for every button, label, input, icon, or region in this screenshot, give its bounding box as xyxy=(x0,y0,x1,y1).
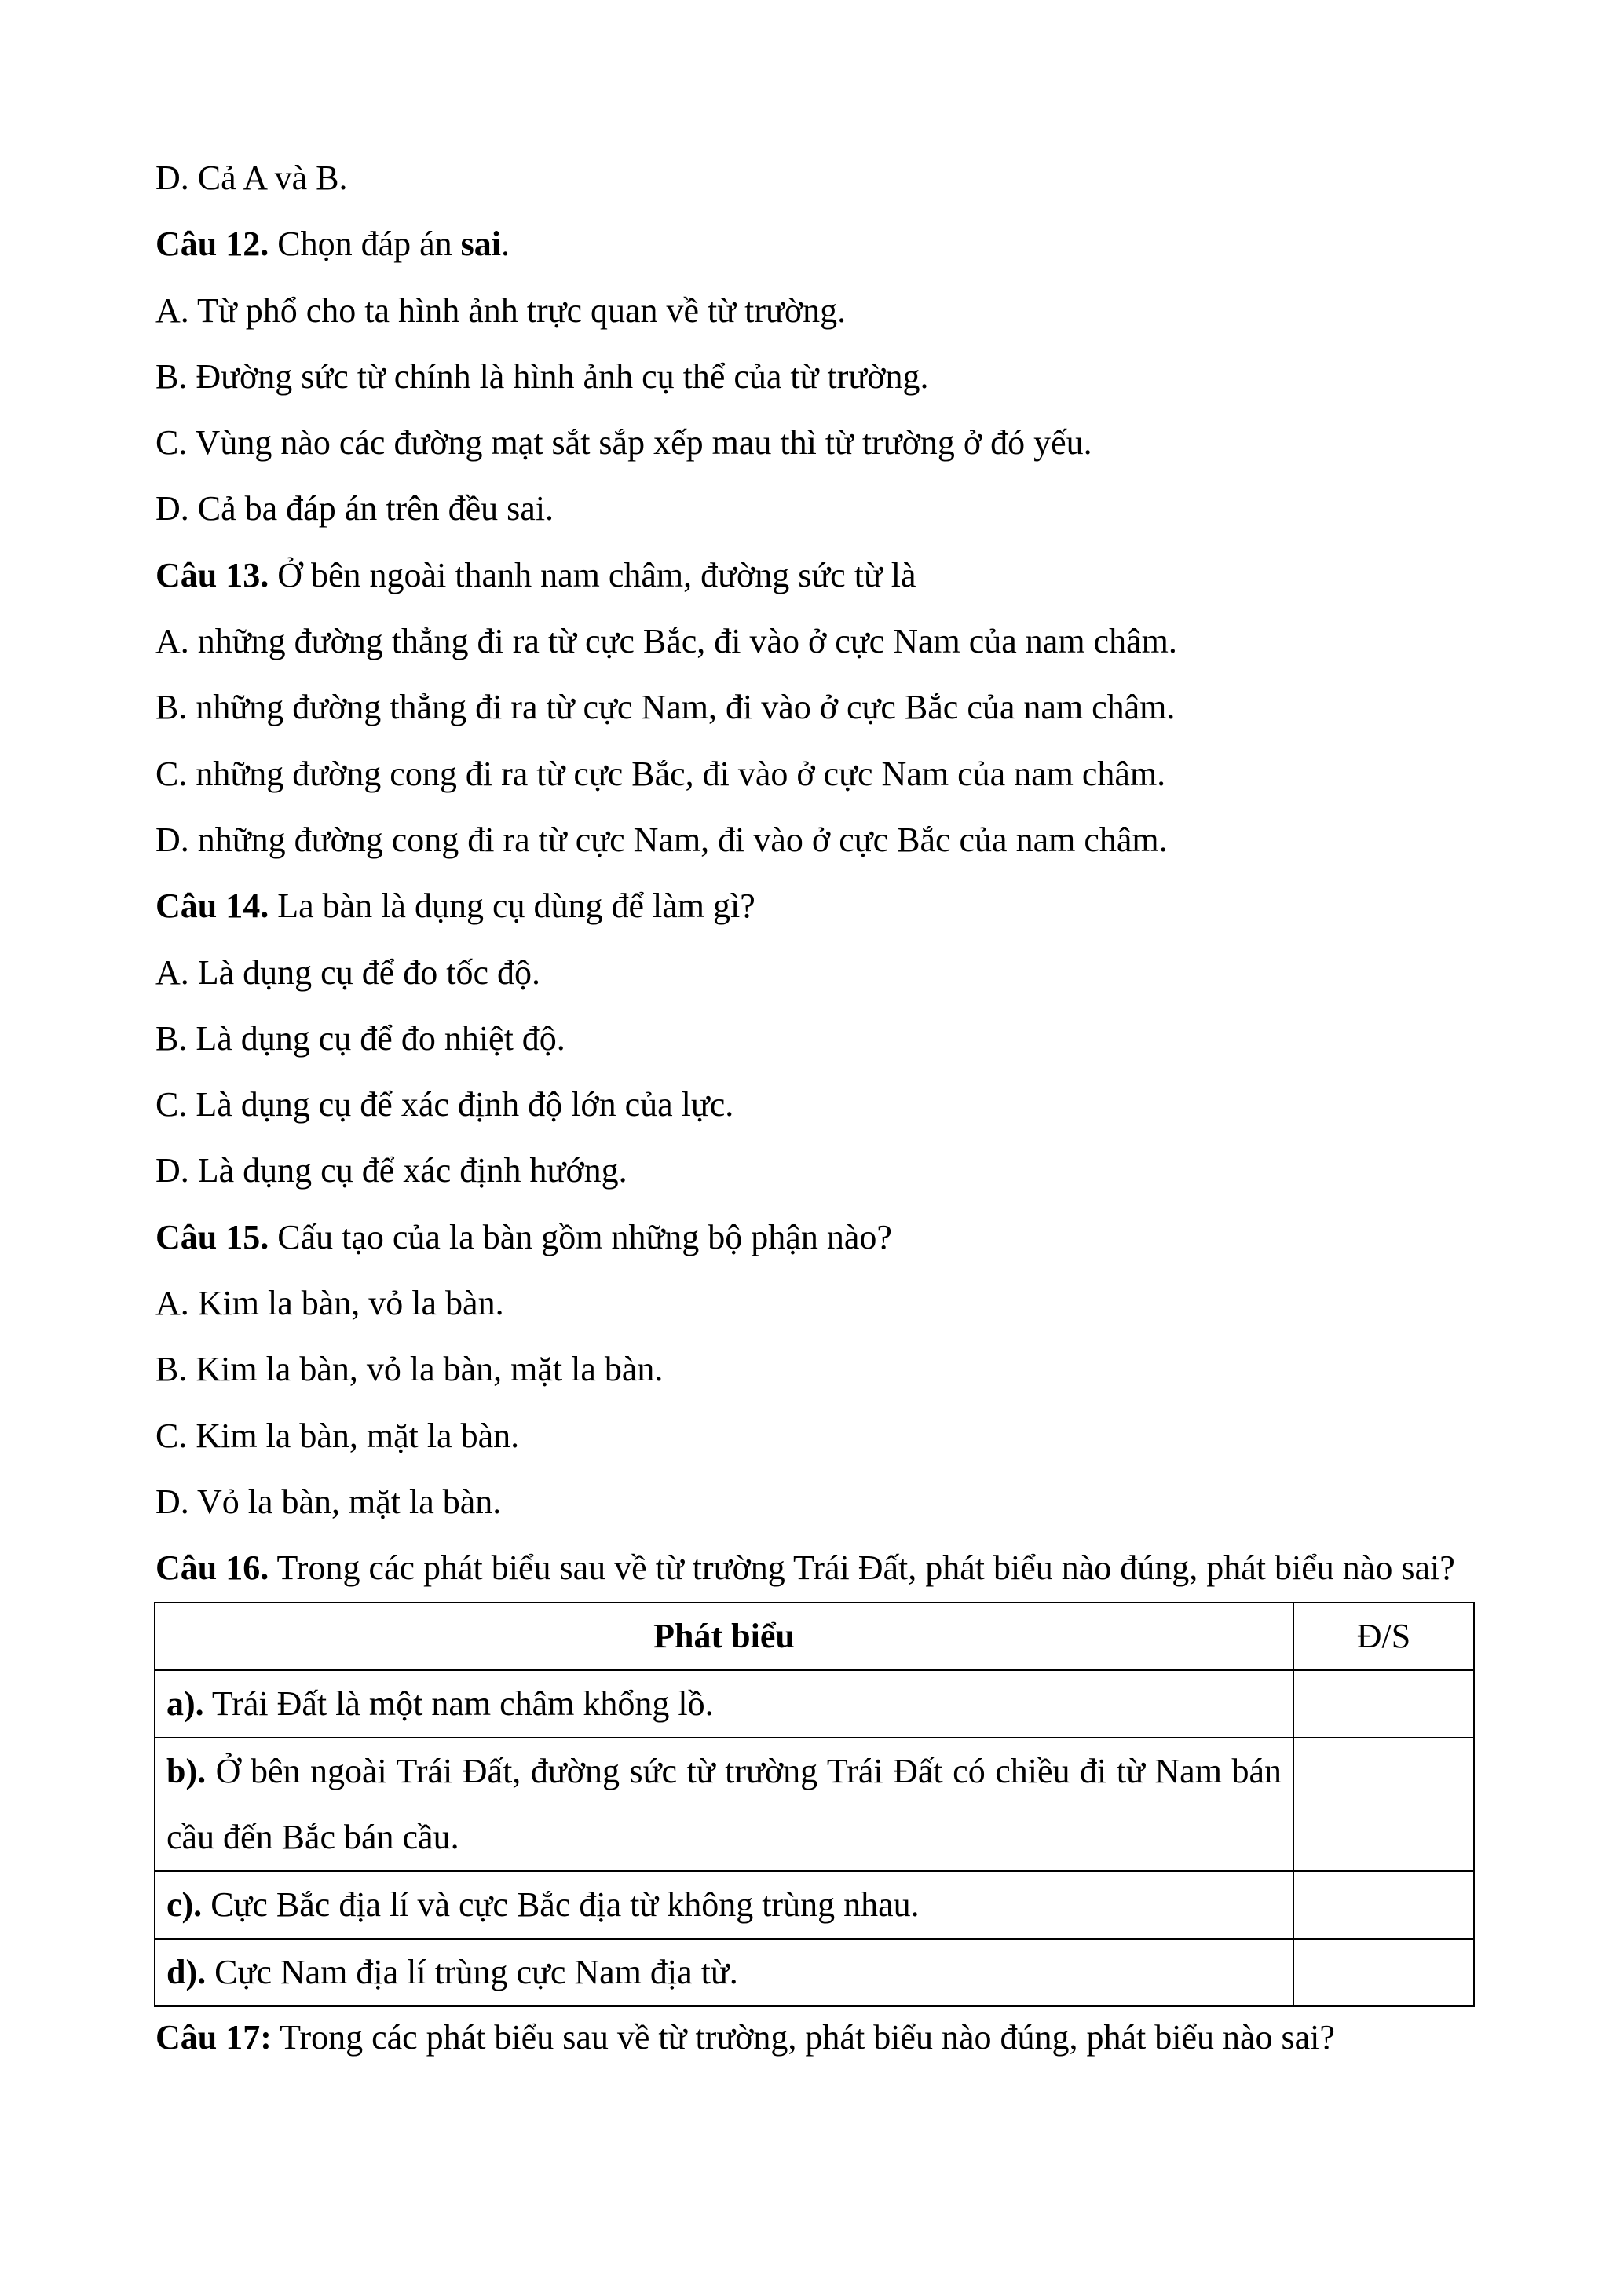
q14-option-b: B. Là dụng cụ để đo nhiệt độ. xyxy=(155,1018,565,1058)
q13-option-d: D. những đường cong đi ra từ cực Nam, đi vào ở cực Bắc của nam châm. xyxy=(155,820,1168,859)
question-text: Ở bên ngoài thanh nam châm, đường sức từ là xyxy=(269,555,916,594)
answer-cell[interactable] xyxy=(1293,1939,1474,2006)
q12-option-c: C. Vùng nào các đường mạt sắt sắp xếp mau thì từ trường ở đó yếu. xyxy=(155,423,1092,462)
answer-cell[interactable] xyxy=(1293,1871,1474,1939)
table-row xyxy=(155,1939,1474,2006)
statement-label: a). xyxy=(166,1684,204,1723)
statement-cell xyxy=(155,1670,1293,1738)
q15-option-d: D. Vỏ la bàn, mặt la bàn. xyxy=(155,1482,502,1521)
question-text: Cấu tạo của la bàn gồm những bộ phận nào? xyxy=(269,1217,892,1256)
emphasis-text: sai xyxy=(460,225,502,264)
statement-label: d). xyxy=(166,1952,207,1991)
question-text: Trong các phát biểu sau về từ trường Trái Đất, phát biểu nào đúng, phát biểu nào sai? xyxy=(269,1548,1455,1588)
q15-option-b: B. Kim la bàn, vỏ la bàn, mặt la bàn. xyxy=(155,1350,664,1389)
table-header-row xyxy=(155,1603,1474,1670)
header-answer: Đ/S xyxy=(1293,1603,1474,1670)
answer-cell[interactable] xyxy=(1293,1738,1474,1871)
q15-option-a: A. Kim la bàn, vỏ la bàn. xyxy=(155,1284,504,1323)
answer-cell[interactable] xyxy=(1293,1670,1474,1738)
statement-table xyxy=(154,1602,1475,2007)
question-13 xyxy=(155,543,1475,609)
statement-text: Trái Đất là một nam châm khổng lồ. xyxy=(203,1684,714,1723)
q14-option-c: C. Là dụng cụ để xác định độ lớn của lực. xyxy=(155,1085,734,1124)
q13-option-c: C. những đường cong đi ra từ cực Bắc, đi vào ở cực Nam của nam châm. xyxy=(155,754,1166,793)
document-page xyxy=(155,145,1475,2068)
statement-cell xyxy=(155,1738,1293,1871)
question-text-end: . xyxy=(501,225,510,264)
question-12 xyxy=(155,211,1475,277)
table-row xyxy=(155,1871,1474,1939)
table-row xyxy=(155,1670,1474,1738)
q13-option-b: B. những đường thẳng đi ra từ cực Nam, đi vào ở cực Bắc của nam châm. xyxy=(155,688,1176,727)
q15-option-c: C. Kim la bàn, mặt la bàn. xyxy=(155,1416,520,1455)
question-label: Câu 15. xyxy=(155,1217,269,1256)
question-14 xyxy=(155,873,1475,939)
question-label: Câu 14. xyxy=(155,887,269,926)
question-16 xyxy=(155,1535,1475,1601)
question-text: La bàn là dụng cụ dùng để làm gì? xyxy=(269,887,755,926)
statement-text: Cực Bắc địa lí và cực Bắc địa từ không trùng nhau. xyxy=(202,1885,920,1924)
q13-option-a: A. những đường thẳng đi ra từ cực Bắc, đi vào ở cực Nam của nam châm. xyxy=(155,622,1177,661)
question-label: Câu 12. xyxy=(155,225,269,264)
q12-option-b: B. Đường sức từ chính là hình ảnh cụ thể của từ trường. xyxy=(155,356,929,396)
q11-option-d: D. Cả A và B. xyxy=(155,159,348,197)
question-15 xyxy=(155,1205,1475,1270)
q14-option-d: D. Là dụng cụ để xác định hướng. xyxy=(155,1151,627,1190)
statement-label: c). xyxy=(166,1885,203,1924)
question-label: Câu 16. xyxy=(155,1548,269,1588)
question-text: Chọn đáp án xyxy=(269,225,461,264)
question-17 xyxy=(155,2007,1475,2068)
question-label: Câu 13. xyxy=(155,555,269,594)
statement-text: Ở bên ngoài Trái Đất, đường sức từ trường Trái Đất có chiều đi từ Nam bán cầu đến Bắc bán cầu. xyxy=(166,1751,1282,1856)
statement-text: Cực Nam địa lí trùng cực Nam địa từ. xyxy=(206,1952,738,1991)
question-text: Trong các phát biểu sau về từ trường, phát biểu nào đúng, phát biểu nào sai? xyxy=(271,2017,1335,2057)
table-row xyxy=(155,1738,1474,1871)
header-statement: Phát biểu xyxy=(155,1603,1293,1670)
q14-option-a: A. Là dụng cụ để đo tốc độ. xyxy=(155,952,540,992)
question-label: Câu 17: xyxy=(155,2017,272,2057)
statement-cell xyxy=(155,1939,1293,2006)
statement-cell xyxy=(155,1871,1293,1939)
q12-option-d: D. Cả ba đáp án trên đều sai. xyxy=(155,489,554,528)
q12-option-a: A. Từ phổ cho ta hình ảnh trực quan về từ trường. xyxy=(155,291,847,330)
statement-label: b). xyxy=(166,1751,207,1790)
